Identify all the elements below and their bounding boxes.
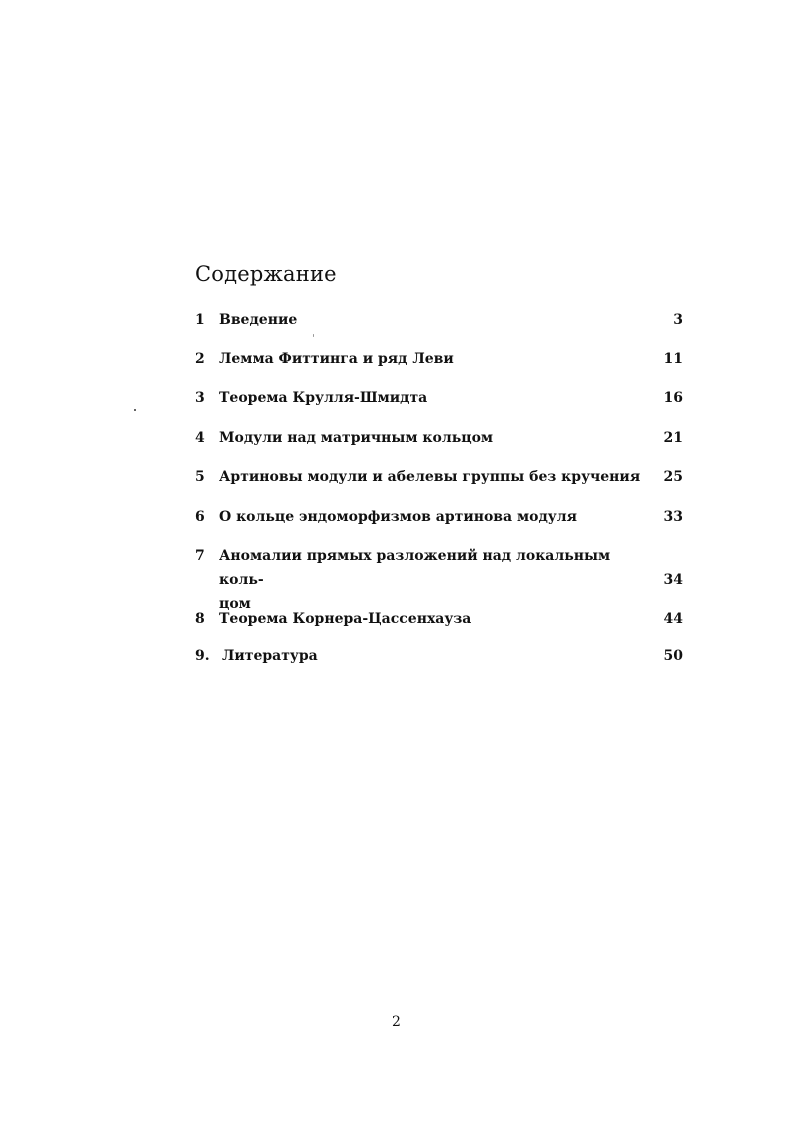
- toc-entry-page: 34: [663, 572, 683, 588]
- toc-entry-number: 4: [195, 430, 205, 446]
- toc-entry-label: Теорема Крулля-Шмидта: [219, 390, 428, 406]
- toc-entry-label: О кольце эндоморфизмов артинова модуля: [219, 509, 577, 525]
- toc-entry-number: 5: [195, 469, 205, 485]
- toc-title: Содержание: [195, 262, 337, 286]
- toc-entry-label: Лемма Фиттинга и ряд Леви: [219, 351, 454, 367]
- page-number: 2: [392, 1014, 401, 1030]
- toc-entry-label: Теорема Корнера-Цассенхауза: [219, 611, 472, 627]
- toc-entry-page: 50: [663, 648, 683, 664]
- toc-entry-label: Модули над матричным кольцом: [219, 430, 494, 446]
- toc-entry-number: 3: [195, 390, 205, 406]
- toc-entry-page: 16: [663, 390, 683, 406]
- toc-entry-label: [219, 544, 659, 616]
- toc-entry-label: Артиновы модули и абелевы группы без кручения: [219, 469, 641, 485]
- toc-entry-number: 6: [195, 509, 205, 525]
- toc-entry-number: 9.: [195, 648, 210, 664]
- toc-entry-label-line2: цом: [219, 596, 251, 612]
- toc-entry-page: 44: [663, 611, 683, 627]
- toc-entry-page: 33: [663, 509, 683, 525]
- toc-entry-page: 3: [673, 312, 683, 328]
- toc-entry-page: 11: [663, 351, 683, 367]
- toc-entry-number: 1: [195, 312, 205, 328]
- toc-entry-number: 7: [195, 548, 205, 564]
- toc-entry-label: Литература: [222, 648, 318, 664]
- toc-entry-label: Введение: [219, 312, 298, 328]
- scan-speck: [134, 409, 136, 411]
- toc-entry-page: 25: [663, 469, 683, 485]
- toc-entry-number: 2: [195, 351, 205, 367]
- toc-entry-label-line1: Аномалии прямых разложений над локальным коль-: [219, 548, 611, 588]
- toc-entry-number: 8: [195, 611, 205, 627]
- toc-entry-page: 21: [663, 430, 683, 446]
- scan-speck: [313, 334, 314, 337]
